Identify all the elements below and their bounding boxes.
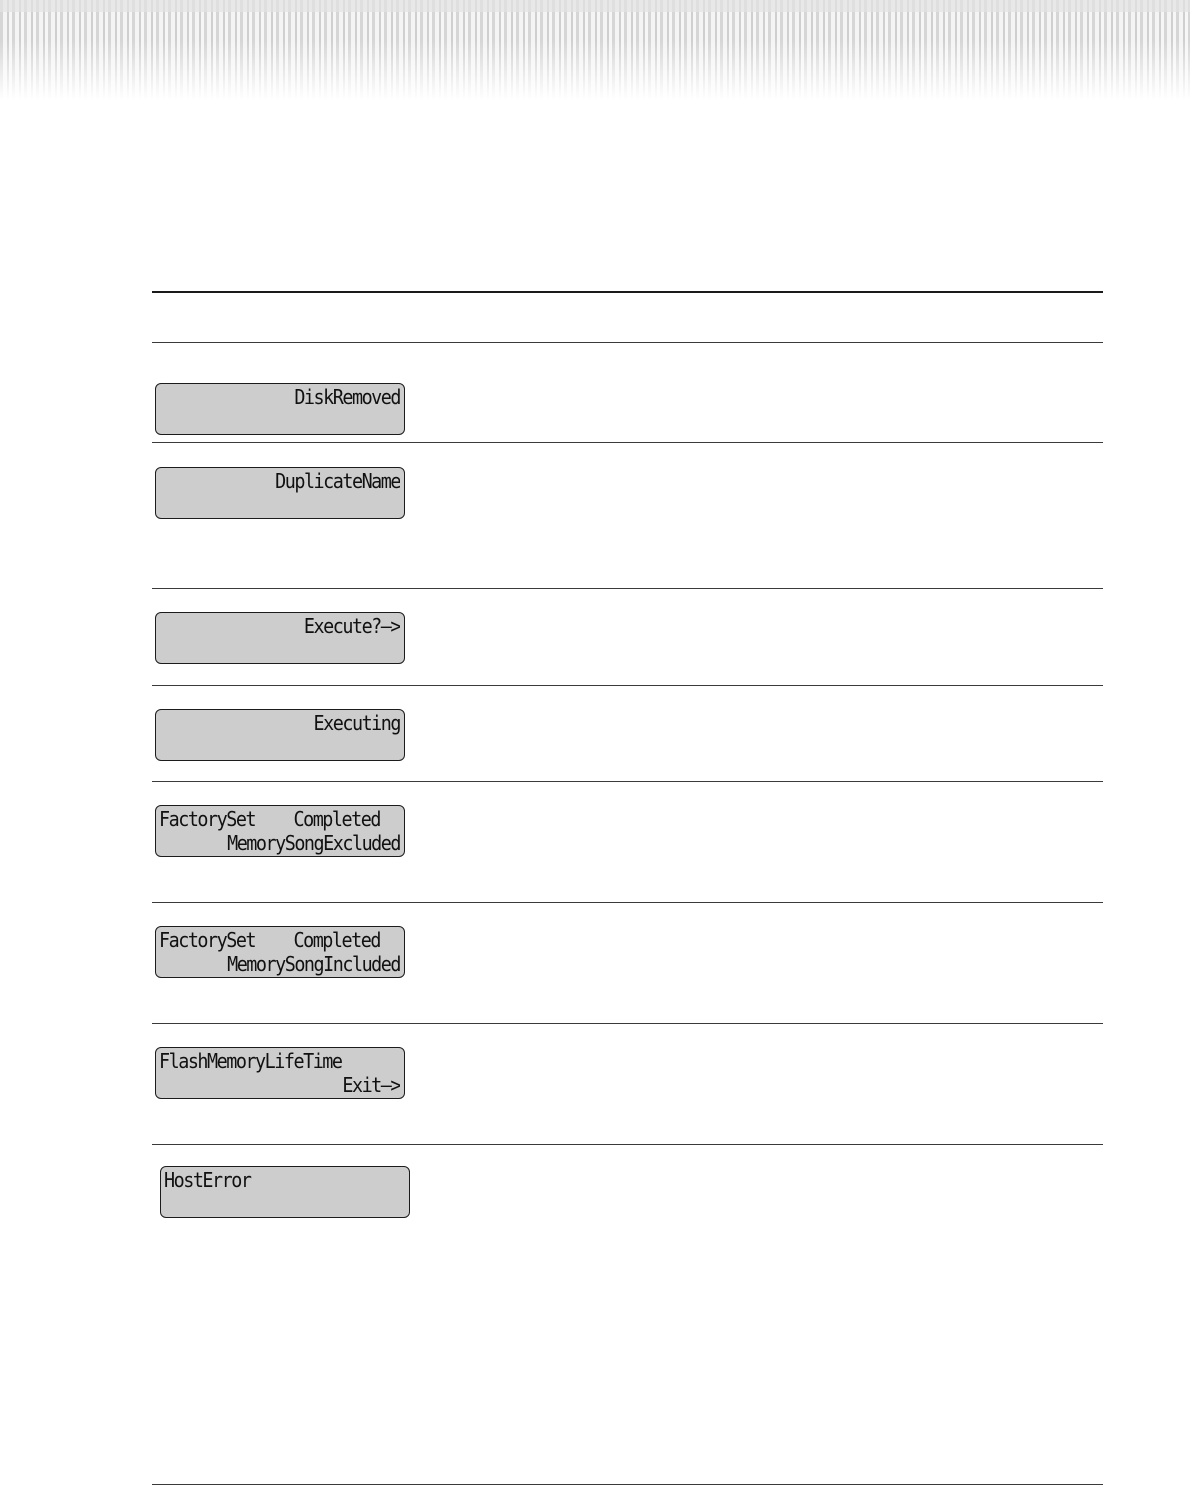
lcd-message-host-error [160,1166,410,1218]
lcd-message-disk-removed [155,383,405,435]
row-divider [152,1023,1103,1024]
lcd-line-1: FlashMemoryLifeTime [159,1049,342,1073]
lcd-message-flash-memory-lifetime [155,1047,405,1099]
row-divider [152,1144,1103,1145]
header-banner [0,0,1190,100]
lcd-line-1: Execute?—> [303,614,400,638]
table-header-rule [152,342,1103,343]
row-divider [152,685,1103,686]
lcd-line-1: Executing [313,711,400,735]
lcd-line-2 [178,735,400,759]
lcd-message-execute [155,612,405,664]
lcd-message-duplicate-name [155,467,405,519]
lcd-line-2 [164,1192,386,1216]
lcd-line-2: MemorySongExcluded [227,831,400,855]
row-divider [152,588,1103,589]
row-divider [152,442,1103,443]
row-divider [152,781,1103,782]
lcd-line-1: DuplicateName [275,469,400,493]
lcd-line-1: DiskRemoved [294,385,400,409]
lcd-message-factory-set-excluded [155,805,405,857]
lcd-line-2 [178,409,400,433]
lcd-message-executing [155,709,405,761]
lcd-line-2 [178,493,400,517]
row-divider [152,902,1103,903]
lcd-message-factory-set-included [155,926,405,978]
lcd-line-2: MemorySongIncluded [227,952,400,976]
table-top-rule [152,291,1103,293]
lcd-line-2: Exit—> [342,1073,400,1097]
lcd-line-1: FactorySet Completed [159,928,380,952]
lcd-line-1: FactorySet Completed [159,807,380,831]
lcd-line-1: HostError [164,1168,251,1192]
lcd-line-2 [178,638,400,662]
